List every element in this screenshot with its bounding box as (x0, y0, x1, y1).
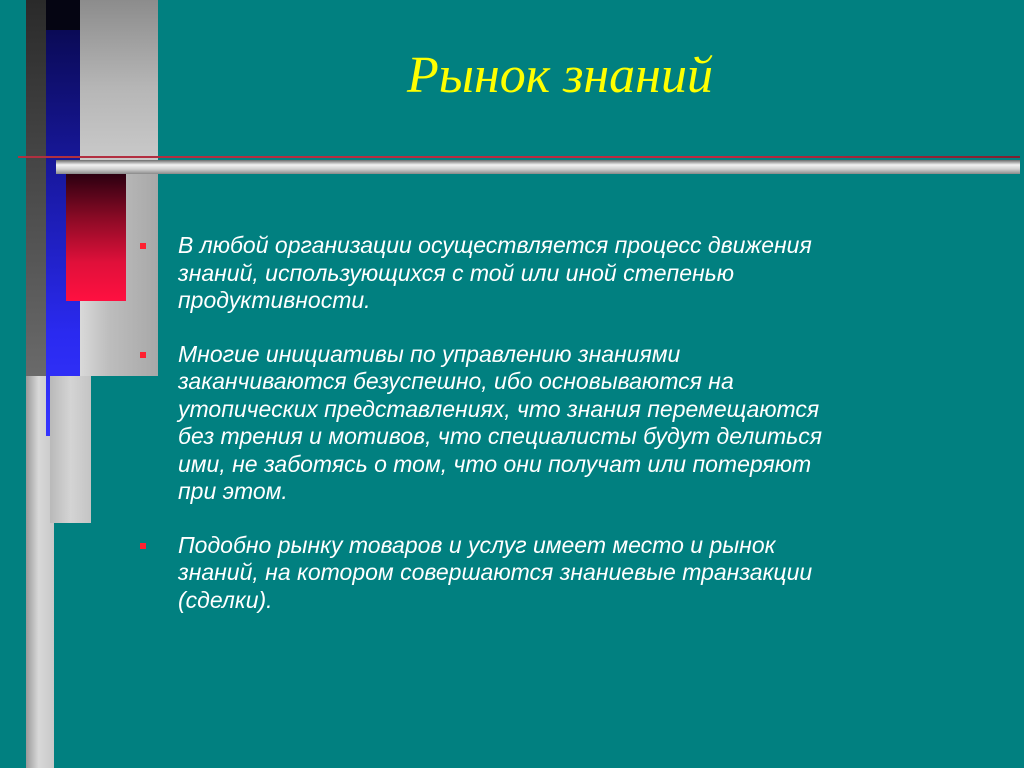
decor-stripe-gray-lower (50, 376, 91, 523)
decor-stripe-dark (26, 0, 46, 376)
bullet-text: Подобно рынку товаров и услуг имеет место и рынок знаний, на котором совершаются знаниевые транзакции (сделки). (178, 531, 813, 613)
decor-stripe-red (66, 173, 126, 301)
bullet-square-icon (140, 543, 146, 549)
bullet-item (138, 232, 998, 315)
bullet-list (138, 232, 998, 640)
bullet-item (138, 532, 998, 615)
bullet-text: В любой организации осуществляется процесс движения знаний, использующихся с той или иной степенью продуктивности. (178, 232, 812, 313)
decor-stripe-black (46, 0, 80, 30)
title-underline-red (18, 156, 1020, 158)
bullet-square-icon (140, 352, 146, 358)
slide-title: Рынок знаний (407, 47, 713, 104)
title-underline-bar (56, 160, 1020, 174)
decor-stripe-gray-right (80, 0, 158, 160)
bullet-text: Многие инициативы по управлению знаниями заканчиваются безуспешно, ибо основываются на утопических представлениях, что знания перемещаются без трения и мотивов, что специалисты будут делиться ими, не заботясь о том, что они получат или потеряют при этом. (178, 340, 823, 504)
bullet-square-icon (140, 243, 146, 249)
bullet-item (138, 341, 998, 506)
